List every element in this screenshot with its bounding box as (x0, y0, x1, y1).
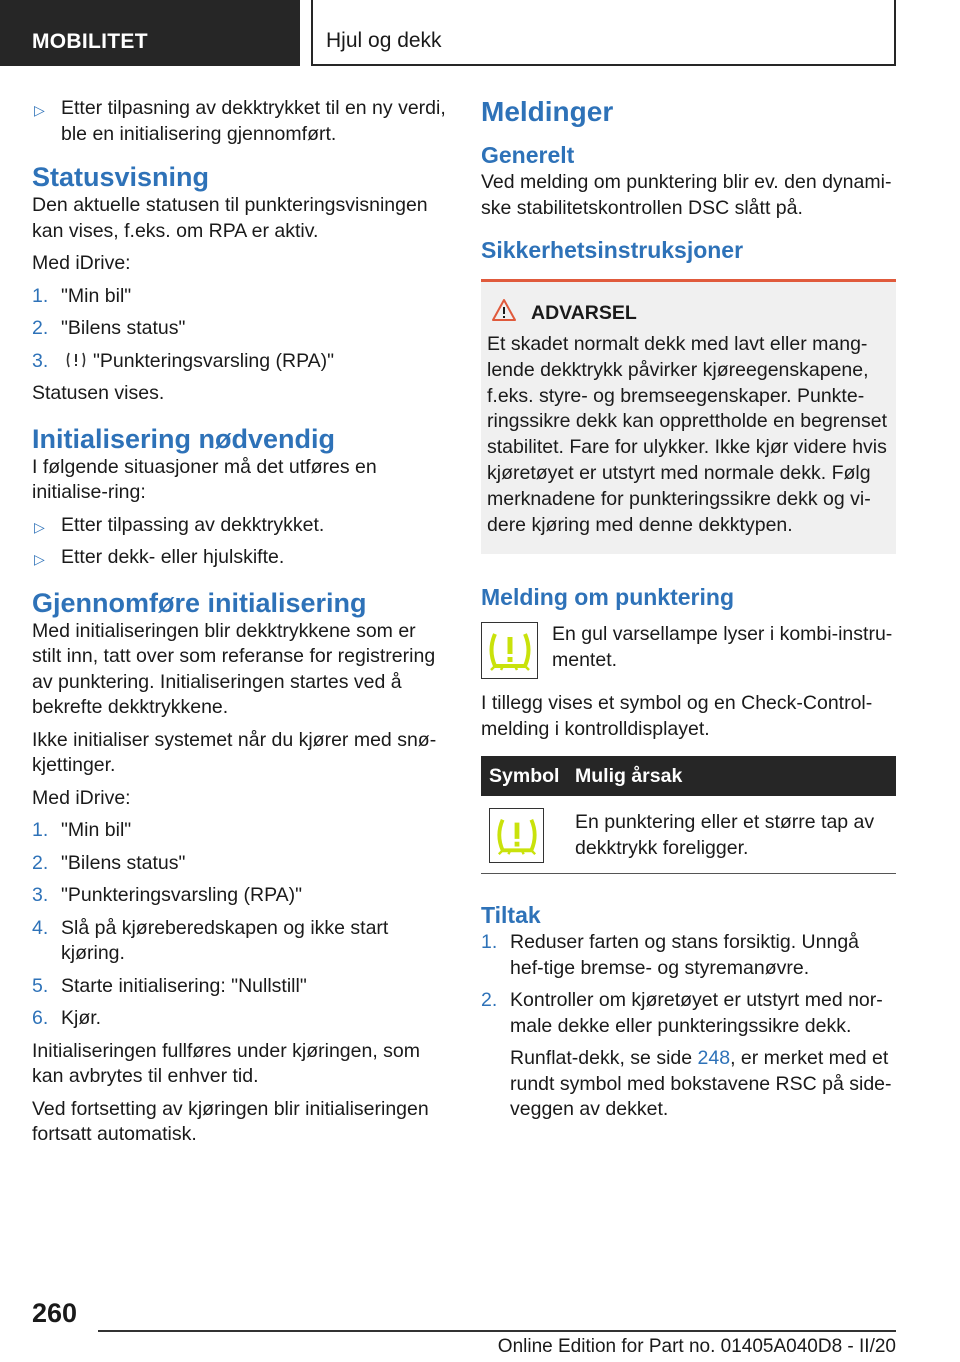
list-item: 4. Slå på kjøreberedskapen og ikke start kjøring. (32, 916, 389, 964)
column-header: Mulig årsak (567, 756, 896, 796)
edition-text: Online Edition for Part no. 01405A040D8 - II/20 (497, 1336, 896, 1357)
paragraph: Initialiseringen fullføres under kjøringen, som kan avbrytes til enhver tid. (32, 1039, 421, 1087)
paragraph: I følgende situasjoner må det utføres en initialise-ring: (32, 455, 377, 503)
list-item: 1. Reduser farten og stans forsiktig. Unngå hef-tige bremse- og styremanøvre. (481, 931, 860, 979)
list-item: 5. Starte initialisering: "Nullstill" (32, 974, 307, 997)
paragraph: Ikke initialiser systemet når du kjører med snø-kjettinger. (32, 728, 437, 776)
subsection-heading: Sikkerhetsinstruksjoner (481, 237, 744, 263)
paragraph: Med iDrive: (32, 786, 131, 809)
paragraph: Med iDrive: (32, 252, 131, 274)
right-column (481, 96, 896, 1130)
chapter-tab (311, 0, 896, 66)
triangle-right-icon: ▷ (34, 551, 45, 567)
section-heading: Statusvisning (32, 162, 210, 192)
subsection-heading: Melding om punktering (481, 584, 734, 611)
warning-title: ADVARSEL (531, 300, 888, 326)
list-item: ▷ Etter tilpassing av dekktrykket. (32, 513, 450, 539)
indicator-row (481, 622, 896, 679)
tire-pressure-warning-icon (489, 808, 544, 863)
subsection-heading: Tiltak (481, 902, 541, 929)
triangle-right-icon: ▷ (34, 518, 45, 535)
triangle-right-icon: ▷ (34, 102, 45, 118)
section-heading: Gjennomføre initialisering (32, 587, 367, 618)
warning-triangle-icon (491, 298, 517, 322)
steps-list (32, 818, 450, 1032)
bullet-list (32, 513, 450, 571)
list-item: ▷ Etter dekk- eller hjulskifte. (32, 545, 450, 571)
column-header: Symbol (481, 756, 567, 796)
paragraph: Statusen vises. (32, 382, 165, 404)
list-item: 1. "Min bil" (32, 284, 132, 307)
intro-list (32, 96, 450, 147)
page-link[interactable]: 248 (697, 1047, 731, 1070)
steps-list (481, 930, 896, 1039)
table-header-row (481, 756, 896, 796)
list-item: 2. Kontroller om kjøretøyet er utstyrt med nor-male dekke eller punkteringssikre dekk. (481, 989, 883, 1037)
cause-cell: En punktering eller et større tap av dekktrykk foreligger. (567, 796, 896, 874)
section-heading: Initialisering nødvendig (32, 423, 336, 454)
list-item: 6. Kjør. (32, 1007, 102, 1029)
list-item: 2. "Bilens status" (32, 851, 186, 874)
list-item: 3. "Punkteringsvarsling (RPA)" (32, 349, 335, 372)
section-heading: Meldinger (481, 96, 614, 127)
list-item: ▷ Etter tilpasning av dekktrykket til en ny verdi, ble en initialisering gjennomført. (34, 97, 446, 145)
tire-pressure-warning-icon (65, 350, 87, 370)
list-item: 1. "Min bil" (32, 819, 132, 841)
page-header (0, 0, 960, 66)
section-tab (0, 0, 300, 66)
section-title: MOBILITET (32, 30, 148, 53)
paragraph: Den aktuelle statusen til punkteringsvisningen kan vises, f.eks. om RPA er aktiv. (32, 194, 428, 242)
warning-box (481, 279, 896, 554)
paragraph: Med initialiseringen blir dekktrykkene som er stilt inn, tatt over som referanse for registrering av punktering. Initialiseringen startes ved å bekrefte dekktrykkene. (32, 619, 436, 718)
paragraph: Runflat-dekk, se side 248, er merket med et rundt symbol med bokstavene RSC på side-veggen av dekket. (510, 1047, 892, 1121)
chapter-title: Hjul og dekk (326, 29, 442, 52)
subsection-heading: Generelt (481, 142, 575, 168)
page-number: 260 (32, 1298, 78, 1328)
steps-list (32, 284, 450, 375)
paragraph: Ved melding om punktering blir ev. den dynami-ske stabilitetskontrollen DSC slått på. (481, 171, 892, 219)
paragraph: Ved fortsetting av kjøringen blir initialiseringen fortsatt automatisk. (32, 1097, 429, 1145)
list-item: 3. "Punkteringsvarsling (RPA)" (32, 884, 303, 906)
warning-text: Et skadet normalt dekk med lavt eller mang-lende dekktrykk påvirker kjøreegenskapene, f.eks. styre- og bremseegenskaper. Punkte-ringssikre dekk kan opprettholde en begrenset stabilitet. Fare for ulykker. Ikke kjør videre hvis kjøretøyet er utstyrt med normale dekk. Følg merknadene for punkteringssikre dekk og vi-dere kjøring med denne dekktypen. (487, 333, 887, 536)
symbol-cell (481, 796, 567, 874)
footer-divider (98, 1330, 896, 1332)
tire-pressure-warning-icon (481, 622, 538, 679)
paragraph: I tillegg vises et symbol og en Check-Control-melding i kontrolldisplayet. (481, 692, 873, 740)
lamp-description: En gul varsellampe lyser i kombi-instru-mentet. (552, 623, 893, 671)
symbol-table (481, 756, 896, 874)
left-column (32, 96, 450, 1155)
list-item: 2. "Bilens status" (32, 317, 186, 339)
table-row (481, 796, 896, 874)
